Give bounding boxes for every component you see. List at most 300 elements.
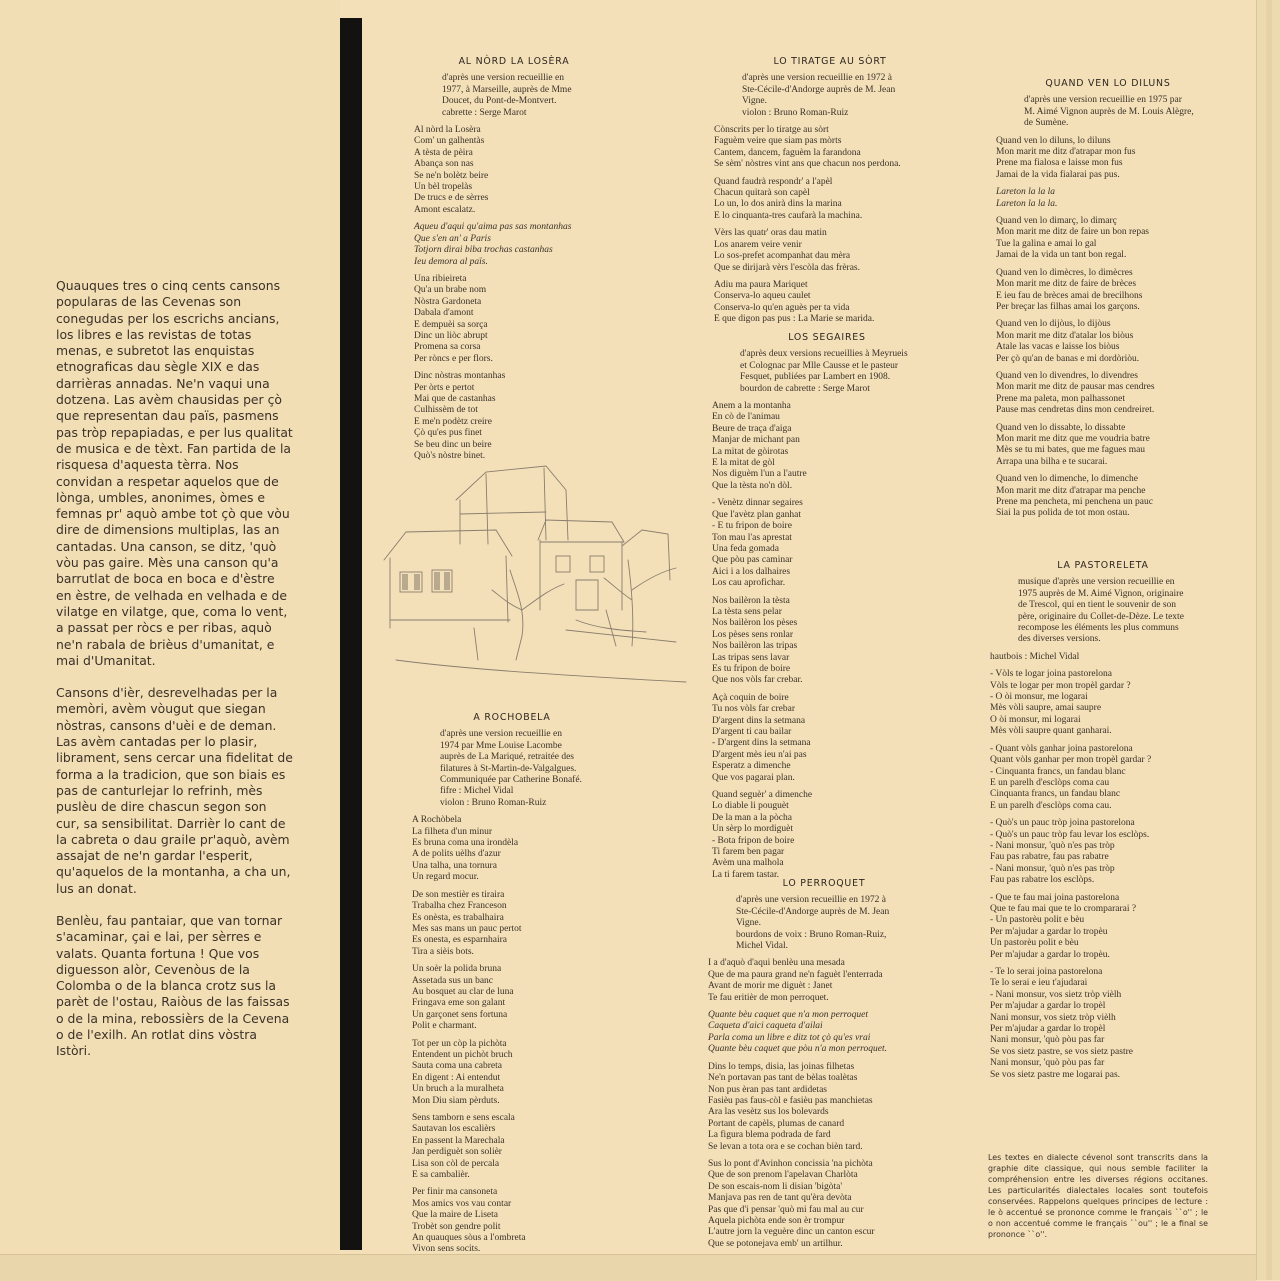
verse-line: Manjava pas ren de tant qu'èra devòta bbox=[708, 1193, 852, 1204]
verse-line: Çò qu'es pus finet bbox=[414, 428, 482, 439]
verse-line: Quand ven lo dimarç, lo dimarç bbox=[996, 216, 1117, 227]
source-line: des diverses versions. bbox=[1018, 634, 1101, 645]
stanza bbox=[708, 1159, 940, 1250]
verse-line: D'argent mès ieu n'ai pas bbox=[712, 749, 807, 760]
verse-line: En cò de l'animau bbox=[712, 412, 780, 423]
verse-line: Per òrts e pertot bbox=[414, 382, 475, 393]
refrain bbox=[996, 187, 1220, 210]
source-line: Doucet, du Pont-de-Montvert. bbox=[442, 96, 557, 107]
verse-line: Fau pas rabatre, fau pas rabatre bbox=[990, 852, 1109, 863]
stanza bbox=[714, 177, 946, 223]
stanza bbox=[712, 596, 942, 687]
song-title: LO PERROQUET bbox=[782, 878, 866, 889]
verse-line: En digent : Ai entendut bbox=[412, 1072, 501, 1083]
verse-line: Es onesta, es esparnhaira bbox=[412, 935, 507, 946]
source-line: d'après une version recueillie en 1975 par bbox=[1024, 95, 1182, 106]
verse-line: Nani monsur, vos sietz tròp vièlh bbox=[990, 1012, 1116, 1023]
verse-line: Ton mau l'as aprestat bbox=[712, 532, 792, 543]
verse-line: - D'argent dins la setmana bbox=[712, 738, 811, 749]
verse-line: Se beu dinc un beire bbox=[414, 439, 492, 450]
verse-line: Que de ma paura grand ne'n faguèt l'enterrada bbox=[708, 969, 883, 980]
verse-line: Culhissèm de tot bbox=[414, 405, 478, 416]
verse-line: O òi monsur, mi logarai bbox=[990, 714, 1081, 725]
song-lo-perroquet bbox=[708, 878, 940, 1256]
verse-line: Lareton la la la. bbox=[996, 198, 1058, 209]
stanza bbox=[414, 371, 614, 462]
verse-line: - E tu fripon de boire bbox=[712, 521, 792, 532]
source-line: violon : Bruno Roman-Ruiz bbox=[742, 107, 849, 118]
source-line: d'après une version recueillie en 1972 à bbox=[736, 895, 886, 906]
verse-line: An quauques sòus a l'ombreta bbox=[412, 1233, 526, 1244]
source-line: d'après une version recueillie en 1972 à bbox=[742, 73, 892, 84]
stanza bbox=[714, 228, 946, 274]
verse-line: Que l'avètz plan ganhat bbox=[712, 509, 802, 520]
verse-line: Lo diable li pouguèt bbox=[712, 801, 789, 812]
verse-line: - Nani monsur, vos sietz tròp vièlh bbox=[990, 989, 1122, 1000]
source-line: fifre : Michel Vidal bbox=[440, 786, 514, 797]
verse-line: Te fau eritièr de mon perroquet. bbox=[708, 992, 829, 1003]
sleeve-fold bbox=[1266, 0, 1272, 1280]
verse-line: Sauta coma una cabreta bbox=[412, 1061, 502, 1072]
verse-line: Aqueu d'aqui qu'aima pas sas montanhas bbox=[414, 222, 572, 233]
verse-line: Dinc un liòc abrupt bbox=[414, 330, 488, 341]
stanza bbox=[996, 423, 1220, 469]
song-quand-ven-lo-diluns bbox=[996, 78, 1220, 526]
verse-line: Beure de traça d'aiga bbox=[712, 423, 792, 434]
source-line: d'après une version recueillie en bbox=[442, 73, 564, 84]
verse-line: Tu nos vòls far crebar bbox=[712, 704, 796, 715]
source-line: bourdon de cabrette : Serge Marot bbox=[740, 383, 870, 394]
verse-line: Se sèm' nòstres vint ans que chacun nos perdona. bbox=[714, 159, 901, 170]
source-line: d'après une version recueillie en bbox=[440, 729, 562, 740]
verse-line: Mon marit me ditz que me voudria batre bbox=[996, 433, 1150, 444]
stanza bbox=[712, 498, 942, 589]
verse-line: - Que te fau mai joina pastorelona bbox=[990, 892, 1120, 903]
verse-line: Avèm una malhola bbox=[712, 858, 784, 869]
verse-line: - Nani monsur, 'quò n'es pas tròp bbox=[990, 863, 1115, 874]
song-title: A ROCHOBELA bbox=[473, 712, 551, 723]
source-line: 1974 par Mme Louise Lacombe bbox=[440, 740, 562, 751]
verse-line: Sens tamborn e sens escala bbox=[412, 1113, 515, 1123]
song-lo-tiratge-au-sort bbox=[714, 56, 946, 332]
verse-line: Per breçar las filhas amai los garçons. bbox=[996, 301, 1140, 312]
verse-line: Un regard mocur. bbox=[412, 872, 479, 883]
verse-line: Quand ven lo divendres, lo divendres bbox=[996, 370, 1138, 381]
verse-line: Los cau aprofichar. bbox=[712, 578, 786, 589]
verse-line: Que nos vòls far crebar. bbox=[712, 675, 803, 686]
verse-line: Que de son prenom l'apelavan Charlòta bbox=[708, 1170, 858, 1181]
refrain bbox=[708, 1010, 940, 1056]
verse-line: Nos diguèm l'un a l'autre bbox=[712, 469, 807, 480]
verse-line: Per m'ajudar a gardar lo tropèu bbox=[990, 926, 1108, 937]
stanza bbox=[412, 964, 612, 1032]
stanza bbox=[990, 967, 1216, 1081]
stanza bbox=[996, 319, 1220, 365]
source-line: auprès de La Mariqué, retraitée des bbox=[440, 752, 574, 763]
house-sketch-illustration bbox=[376, 460, 706, 700]
source-line: musique d'après une version recueillie en bbox=[1018, 577, 1175, 588]
verse-line: Un soèr la polida bruna bbox=[412, 964, 502, 975]
verse-line: Quand ven lo dimècres, lo dimècres bbox=[996, 267, 1133, 278]
verse-line: Prene ma pencheta, mi penchena un pauc bbox=[996, 497, 1153, 507]
source-line: M. Aimé Vignon auprès de M. Louis Alègre, bbox=[1024, 106, 1194, 117]
verse-line: Un bruch a la muralheta bbox=[412, 1084, 504, 1095]
source-line: de Sumène. bbox=[1024, 118, 1069, 129]
verse-line: Abança son nas bbox=[414, 159, 474, 170]
stanza bbox=[996, 474, 1220, 520]
verse-line: Per çò qu'an de banas e mi dordòriòu. bbox=[996, 353, 1140, 364]
verse-line: Per m'ajudar a gardar lo tropèu. bbox=[990, 949, 1110, 960]
verse-line: Amont escalatz. bbox=[414, 204, 476, 215]
verse-line: Quand ven lo dijòus, lo dijòus bbox=[996, 319, 1111, 330]
verse-line: Prene ma fialosa e laisse mon fus bbox=[996, 158, 1123, 169]
verse-line: Que se dirijarà vèrs l'escòla das frèras. bbox=[714, 262, 860, 273]
verse-line: Ti farem ben pagar bbox=[712, 847, 785, 858]
verse-line: - Quò's un pauc tròp fau levar los esclòps. bbox=[990, 829, 1150, 840]
stanza bbox=[412, 1187, 612, 1255]
verse-line: Trabalha chez Franceson bbox=[412, 901, 507, 912]
stanza bbox=[996, 136, 1220, 182]
verse-line: La ti farem tastar. bbox=[712, 869, 779, 880]
verse-line: - Vòls te logar joina pastorelona bbox=[990, 669, 1112, 680]
verse-line: E que digon pas pus : La Marie se marida. bbox=[714, 314, 875, 325]
verse-line: Pas que d'i pensar 'quò mi fau mal au cur bbox=[708, 1204, 864, 1215]
verse-line: L'autre jorn la veguère dinc un canton escur bbox=[708, 1227, 875, 1238]
verse-line: Quant vòls ganhar per mon tropèl gardar ? bbox=[990, 755, 1152, 766]
verse-line: Com' un galhentàs bbox=[414, 136, 485, 147]
verse-line: Cinquanta francs, un fandau blanc bbox=[990, 789, 1121, 800]
verse-line: Vivon sens socits. bbox=[412, 1244, 481, 1255]
stanza bbox=[712, 693, 942, 784]
verse-line: Anem a la montanha bbox=[712, 401, 791, 412]
stanza bbox=[714, 280, 946, 326]
source-note bbox=[742, 73, 946, 119]
verse-line: Mès vòli saupre quant ganharai. bbox=[990, 726, 1112, 737]
verse-line: Jan perdiguèt son solièr bbox=[412, 1147, 502, 1158]
verse-line: Nos bailèron los pèses bbox=[712, 618, 798, 629]
verse-line: Te lo serai e ieu t'ajudarai bbox=[990, 978, 1088, 989]
song-los-segaires bbox=[712, 332, 942, 887]
verse-line: Al nòrd la Losèra bbox=[414, 125, 481, 136]
source-line: cabrette : Serge Marot bbox=[442, 107, 527, 118]
stanza bbox=[996, 268, 1220, 314]
verse-line: Quand ven lo dimenche, lo dimenche bbox=[996, 474, 1138, 485]
verse-line: Lo sos-prefet acompanhat dau mèra bbox=[714, 251, 851, 262]
verse-line: Siai la pus polida de tot mon ostau. bbox=[996, 508, 1130, 519]
verse-line: Entendent un pichòt bruch bbox=[412, 1049, 513, 1060]
verse-line: Aici i a los dalhaires bbox=[712, 566, 791, 577]
verse-line: Assetada sus un banc bbox=[412, 975, 493, 986]
source-line: filatures à St-Martin-de-Valgalgues. bbox=[440, 763, 577, 774]
intro-paragraph: Benlèu, fau pantaiar, que van tornar s'acaminar, çai e lai, per sèrres e valats. Quanta fortuna ! Que vos diguesson alòr, Cevenòus de la Colomba o de la blanca crotz sus la parèt de l'ostau, Raiòus de las faissas o de la mina, rebossièrs de la Cevena o de l'exilh. An rotlat dins vòstra Istòri. bbox=[56, 912, 290, 1059]
source-line: 1977, à Marseille, auprès de Mme bbox=[442, 84, 572, 95]
verse-line: Jamai de la vida un tant bon regal. bbox=[996, 250, 1127, 261]
verse-line: La tèsta sens pelar bbox=[712, 606, 782, 617]
intro-paragraph: Cansons d'ièr, desrevelhadas per la memòri, avèm vòugut que siegan nòstras, cansons d'uèi e de deman. Las avèm cantadas per lo plasir, librament, sens cercar una fidelitat de forma a la tradicion, que son biais es pas de canturlejar lo refrinh, mès puslèu de dire chascun segon son cur, sa sensibilitat. Darrièr lo cant de la cabreta o dau graile pr'aquò, avèm assajat de ne'n gardar l'esperit, qu'aquelos de la montanha, a cha un, lus an donat. bbox=[56, 685, 293, 896]
verse-line: - Nani monsur, 'quò n'es pas tròp bbox=[990, 840, 1115, 851]
source-line: Ste-Cécile-d'Andorge auprès de M. Jean bbox=[736, 906, 890, 917]
stanza bbox=[412, 1039, 612, 1107]
verse-line: Una ribieireta bbox=[414, 273, 467, 284]
verse-line: E lo cinquanta-tres caufarà la machina. bbox=[714, 210, 863, 221]
verse-line: D'argent dins la setmana bbox=[712, 715, 806, 726]
verse-line: Sautavan los escalièrs bbox=[412, 1124, 496, 1135]
verse-line: En passent la Marechala bbox=[412, 1135, 505, 1146]
song-title: LA PASTORELETA bbox=[1057, 560, 1149, 571]
verse-line: Portant de capèls, plumas de canard bbox=[708, 1118, 845, 1129]
verse-line: Que la maire de Liseta bbox=[412, 1210, 498, 1221]
verse-line: Non pus èran pas tant ardidetas bbox=[708, 1084, 827, 1095]
verse-line: Conserva-lo aqueu caulet bbox=[714, 291, 811, 302]
verse-line: Un sèrp lo mordiguèt bbox=[712, 824, 794, 835]
verse-line: Per finir ma cansoneta bbox=[412, 1187, 498, 1198]
verse-line: Polit e charmant. bbox=[412, 1021, 477, 1032]
verse-line: Mos amics vos vau contar bbox=[412, 1198, 512, 1209]
verse-line: Que la tèsta no'n dòl. bbox=[712, 480, 793, 491]
song-al-nord-la-losera bbox=[414, 56, 614, 468]
verse-line: Se ne'n bolètz beire bbox=[414, 170, 489, 181]
verse-line: Pause mas cendretas dins mon cendreiret. bbox=[996, 405, 1155, 416]
verse-line: Qu'a un brabe nom bbox=[414, 285, 487, 296]
song-a-rochobela bbox=[412, 712, 612, 1262]
song-title: LO TIRATGE AU SÒRT bbox=[773, 56, 887, 67]
verse-line: A tèsta de pèira bbox=[414, 147, 473, 158]
verse-line: Lareton la la la bbox=[996, 187, 1056, 198]
source-line: Communiquée par Catherine Bonafé. bbox=[440, 775, 582, 786]
verse-line: - Un pastorèu polit e bèu bbox=[990, 915, 1085, 926]
sleeve-bottom-edge bbox=[0, 1254, 1256, 1281]
source-line: Ste-Cécile-d'Andorge auprès de M. Jean bbox=[742, 84, 896, 95]
verse-line: Quante bèu caquet que pòu n'a mon perroquet. bbox=[708, 1044, 887, 1055]
verse-line: Se levan a tota ora e se cochan bièn tard. bbox=[708, 1141, 863, 1152]
verse-line: Quand faudrà respondr' a l'apèl bbox=[714, 176, 833, 187]
verse-line: Ne'n portavan pas tant de bèlas toalètas bbox=[708, 1073, 858, 1084]
source-line: 1975 auprès de M. Aimé Vignon, originaire bbox=[1018, 588, 1184, 599]
verse-line: La filheta d'un minur bbox=[412, 826, 493, 837]
verse-line: - Cinquanta francs, un fandau blanc bbox=[990, 766, 1126, 777]
stanza bbox=[414, 125, 614, 216]
stanza bbox=[714, 125, 946, 171]
verse-line: E sa cambalièr. bbox=[412, 1170, 470, 1181]
verse-line: La figura blema podrada de fard bbox=[708, 1130, 831, 1141]
verse-line: Avant de morir me diguèt : Janet bbox=[708, 981, 833, 992]
verse-line: De la man a la pòcha bbox=[712, 812, 792, 823]
verse-line: Ieu demora al païs. bbox=[414, 256, 488, 267]
verse-line: Quand ven lo dissabte, lo dissabte bbox=[996, 422, 1126, 433]
verse-line: Parla coma un libre e ditz tot çò qu'es vrai bbox=[708, 1032, 871, 1043]
verse-line: A de polits uèlhs d'azur bbox=[412, 849, 501, 860]
source-line: de Trescol, qui en tient le souvenir de son bbox=[1018, 600, 1177, 611]
source-line: et Colognac par Mlle Causse et le pasteur bbox=[740, 360, 899, 371]
verse-line: Mai que de castanhas bbox=[414, 393, 496, 404]
verse-line: E me'n podètz creire bbox=[414, 416, 492, 427]
verse-line: De son escais-nom li disian 'bigòta' bbox=[708, 1181, 843, 1192]
verse-line: E un parelh d'esclòps coma cau bbox=[990, 777, 1110, 788]
verse-line: Sus lo pont d'Avinhon concissia 'na pichòta bbox=[708, 1158, 873, 1169]
source-line: Vigne. bbox=[742, 96, 768, 107]
stanza bbox=[996, 371, 1220, 417]
refrain bbox=[414, 222, 614, 268]
verse-line: Mon marit me ditz de pausar mas cendres bbox=[996, 382, 1155, 393]
verse-line: Nos bailèron las tripas bbox=[712, 641, 798, 652]
verse-line: Un garçonet sens fortuna bbox=[412, 1009, 508, 1020]
stanza bbox=[990, 744, 1216, 812]
source-note bbox=[740, 349, 942, 395]
verse-line: A Rochòbela bbox=[412, 815, 462, 826]
verse-line: Mon marit me ditz de faire un bon repas bbox=[996, 227, 1150, 238]
verse-line: Los pèses sens ronlar bbox=[712, 629, 793, 640]
verse-line: Atale las vacas e laisse los biòus bbox=[996, 342, 1120, 353]
verse-line: E un parelh d'esclòps coma cau. bbox=[990, 800, 1112, 811]
verse-line: Trobèt son gendre polit bbox=[412, 1221, 501, 1232]
verse-line: Que se potonejava emb' un artilhur. bbox=[708, 1238, 843, 1249]
source-line: d'après deux versions recueillies à Meyrueis bbox=[740, 349, 908, 360]
verse-line: Dins lo temps, disia, las joinas filhetas bbox=[708, 1061, 855, 1072]
verse-line: Per ròncs e per flors. bbox=[414, 353, 493, 364]
verse-line: Mon marit me ditz d'atrapar ma penche bbox=[996, 485, 1146, 496]
verse-line: Adiu ma paura Mariquet bbox=[714, 279, 808, 290]
stanza bbox=[990, 669, 1216, 737]
instrument-credit: hautbois : Michel Vidal bbox=[990, 651, 1080, 662]
verse-line: Lisa son còl de percala bbox=[412, 1158, 500, 1169]
verse-line: Es bruna coma una irondèla bbox=[412, 838, 519, 849]
source-line: recompose les éléments les plus communs bbox=[1018, 623, 1179, 634]
verse-line: Per m'ajudar a gardar lo tropèl bbox=[990, 1024, 1106, 1035]
verse-line: Quand ven lo diluns, lo diluns bbox=[996, 135, 1111, 146]
verse-line: De son mestièr es tiraira bbox=[412, 889, 505, 900]
verse-line: D'argent ti cau bailar bbox=[712, 727, 792, 737]
stanza bbox=[708, 1062, 940, 1153]
verse-line: Mon marit me ditz d'atalar los biòus bbox=[996, 330, 1134, 341]
verse-line: Se vos sietz pastre me logarai pas. bbox=[990, 1069, 1121, 1080]
verse-line: Se vos sietz pastre, se vos sietz pastre bbox=[990, 1046, 1133, 1057]
verse-line: De trucs e de sèrres bbox=[414, 193, 489, 204]
verse-line: Totjorn dirai biba trochas castanhas bbox=[414, 245, 553, 256]
verse-line: - Bota fripon de boire bbox=[712, 835, 795, 846]
verse-line: Arrapa una bilha e te sucarai. bbox=[996, 456, 1108, 467]
intro-paragraph: Quauques tres o cinq cents cansons popularas de las Cevenas son conegudas per los escrichs ancians, los libres e las revistas de totas menas, e subretot las enquistas etnograficas dau sègle XIX e das darrièras annadas. Ne'n vaqui una dotzena. Las avèm chausidas per çò que representan dau païs, pasmens pas tròp repapiadas, e per lus qualitat de musica e de tèxt. Fan partida de la risquesa d'aquesta tèrra. Nos convidan a respetar aquelos que de lònga, umbles, anonimes, òmes e femnas pr' aquò ambe tot çò que vòu dire de dimensions multiplas, las an cantadas. Una canson, se ditz, 'quò vòu pas gaire. Mès una canson qu'a barrutlat de boca en boca e d'èstre en èstre, de velhada en velhada e de vilatge en vilatge, que, coma lo vent, a passat per ròcs e per ribas, aquò ne'n rabala de brièus d'umanitat, e mai d'Umanitat. bbox=[56, 278, 293, 668]
verse-line: Es onèsta, es trabalhaira bbox=[412, 912, 504, 923]
verse-line: Mès se tu mi bates, que me fagues mau bbox=[996, 445, 1146, 456]
verse-line: - Quant vòls ganhar joina pastorelona bbox=[990, 743, 1133, 754]
verse-line: Ara las vesètz sus los bolevards bbox=[708, 1107, 829, 1118]
stanza bbox=[712, 790, 942, 881]
verse-line: Mon Diu siam pèrduts. bbox=[412, 1095, 500, 1106]
verse-line: Dabala d'amont bbox=[414, 308, 474, 319]
verse-line: Tue la galina e amai lo gal bbox=[996, 238, 1097, 249]
verse-line: Que te fau mai que te lo crompararai ? bbox=[990, 903, 1137, 914]
verse-line: Nani monsur, 'quò pòu pas far bbox=[990, 1058, 1105, 1069]
verse-line: Las tripas sens lavar bbox=[712, 652, 790, 663]
verse-line: Açà coquin de boire bbox=[712, 692, 789, 703]
stanza bbox=[412, 890, 612, 958]
stanza bbox=[712, 401, 942, 492]
source-line: bourdons de voix : Bruno Roman-Ruiz, bbox=[736, 929, 887, 940]
verse-line: Fasièu pas faus-còl e fasièu pas manchietas bbox=[708, 1095, 873, 1106]
verse-line: Nani monsur, 'quò pòu pas far bbox=[990, 1035, 1105, 1046]
verse-line: Per m'ajudar a gardar lo tropèl bbox=[990, 1001, 1106, 1012]
source-note bbox=[990, 577, 1216, 663]
verse-line: - Te lo serai joina pastorelona bbox=[990, 967, 1103, 977]
source-line: père, originaire du Collet-de-Dèze. Le texte bbox=[1018, 611, 1184, 622]
verse-line: Caqueta d'aici caqueta d'ailai bbox=[708, 1021, 823, 1032]
stanza bbox=[996, 216, 1220, 262]
verse-line: Mon marit me ditz de faire de brèces bbox=[996, 279, 1137, 290]
verse-line: Vòls te logar per mon tropèl gardar ? bbox=[990, 680, 1131, 691]
source-line: Fesquet, publiées par Lambert en 1908. bbox=[740, 372, 891, 383]
verse-line: Una feda gomada bbox=[712, 543, 779, 554]
verse-line: Promena sa corsa bbox=[414, 342, 481, 353]
verse-line: Cònscrits per lo tiratge au sòrt bbox=[714, 125, 829, 136]
verse-line: Tot per un còp la pichòta bbox=[412, 1038, 507, 1049]
verse-line: Tira a sièis bots. bbox=[412, 946, 474, 957]
black-vertical-bar bbox=[340, 18, 362, 1250]
verse-line: Faguèm veire que siam pas mòrts bbox=[714, 136, 842, 147]
verse-line: - O òi monsur, me logarai bbox=[990, 692, 1088, 703]
verse-line: Chacun quitarà son capèl bbox=[714, 188, 810, 199]
verse-line: Aquela pichòta ende son èr trompur bbox=[708, 1215, 845, 1226]
verse-line: Jamai de la vida fialarai pas pus. bbox=[996, 169, 1120, 180]
verse-line: Quand seguèr' a dimenche bbox=[712, 790, 813, 801]
source-line: violon : Bruno Roman-Ruiz bbox=[440, 797, 547, 808]
song-title: AL NÒRD LA LOSÈRA bbox=[458, 56, 570, 67]
verse-line: Quò's nòstre binet. bbox=[414, 451, 486, 461]
verse-line: - Venètz dinnar segaires bbox=[712, 498, 803, 509]
stanza bbox=[990, 818, 1216, 886]
verse-line: Cantem, dancem, faguèm la farandona bbox=[714, 147, 861, 158]
verse-line: Un pastorèu polit e bèu bbox=[990, 938, 1079, 949]
verse-line: Fringava eme son galant bbox=[412, 998, 506, 1009]
source-note bbox=[736, 895, 940, 952]
intro-text bbox=[56, 278, 294, 1076]
verse-line: Nòstra Gardoneta bbox=[414, 296, 482, 307]
song-la-pastoreleta bbox=[990, 560, 1216, 1087]
source-note bbox=[442, 73, 614, 119]
stanza bbox=[412, 1113, 612, 1181]
verse-line: Dinc nòstras montanhas bbox=[414, 371, 506, 382]
source-note bbox=[1024, 95, 1220, 129]
song-title: LOS SEGAIRES bbox=[788, 332, 866, 343]
verse-line: - Quò's un pauc tròp joina pastorelona bbox=[990, 818, 1135, 829]
verse-line: E ieu fau de brèces amai de brecilhons bbox=[996, 290, 1143, 301]
stanza bbox=[414, 274, 614, 365]
stanza bbox=[990, 893, 1216, 961]
source-line: Michel Vidal. bbox=[736, 941, 789, 952]
verse-line: Un bèl tropelàs bbox=[414, 182, 473, 193]
verse-line: Mès vòli saupre, amai saupre bbox=[990, 703, 1102, 714]
verse-line: Fau pas rabatre los esclòps. bbox=[990, 875, 1095, 886]
verse-line: Vèrs las quatr' oras dau matin bbox=[714, 228, 827, 239]
verse-line: Que pòu pas caminar bbox=[712, 555, 793, 566]
song-title: QUAND VEN LO DILUNS bbox=[1045, 78, 1171, 89]
verse-line: La mitat de gòirotas bbox=[712, 446, 789, 457]
verse-line: E la mitat de gòl bbox=[712, 458, 775, 469]
verse-line: E dempuèi sa sorça bbox=[414, 319, 488, 330]
source-line: Vigne. bbox=[736, 918, 762, 929]
stanza bbox=[412, 815, 612, 883]
verse-line: Lo un, lo dos anirà dins la marina bbox=[714, 199, 842, 210]
verse-line: Conserva-lo qu'en aguès per ta vida bbox=[714, 302, 850, 313]
verse-line: Mes sas mans un pauc pertot bbox=[412, 923, 522, 934]
verse-line: Nos bailèron la tèsta bbox=[712, 595, 790, 606]
verse-line: Es tu fripon de boire bbox=[712, 663, 791, 674]
verse-line: Mon marit me ditz d'atrapar mon fus bbox=[996, 147, 1136, 158]
verse-line: Au bosquet au clar de luna bbox=[412, 986, 514, 997]
source-note bbox=[440, 729, 612, 809]
verse-line: Prene ma paleta, mon palhassonet bbox=[996, 393, 1126, 404]
verse-line: Una talha, una tornura bbox=[412, 860, 497, 871]
verse-line: Esperatz a dimenche bbox=[712, 761, 791, 772]
